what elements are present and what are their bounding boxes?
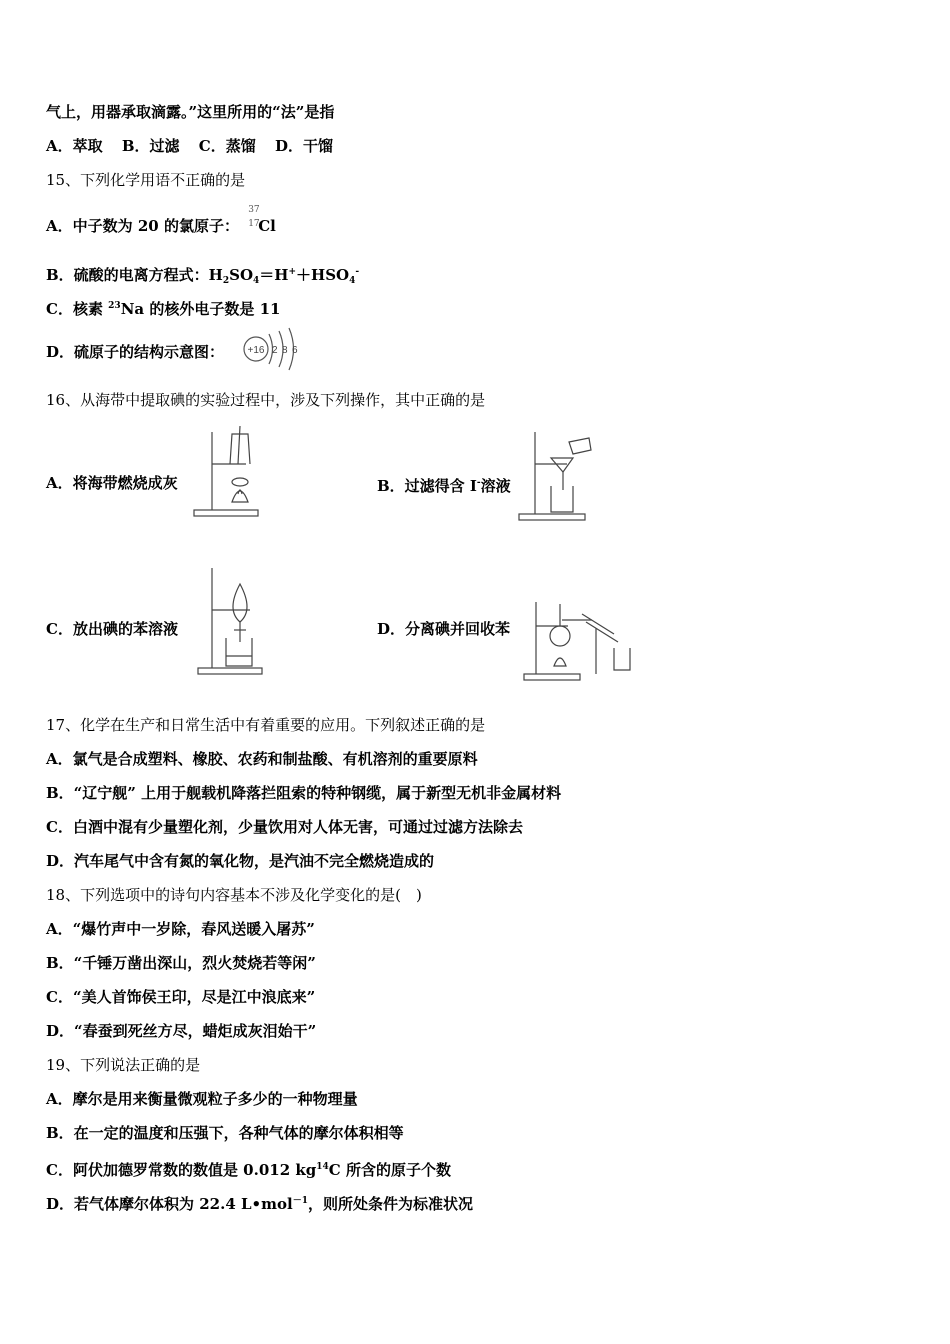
distillation-apparatus-image	[522, 598, 636, 682]
q19-option-d[interactable]	[46, 1191, 473, 1214]
q18-option-d[interactable]: D．“春蚕到死丝方尽，蜡炬成灰泪始干”	[46, 1022, 317, 1040]
q18-stem-text: 下列选项中的诗句内容基本不涉及化学变化的是( )	[80, 886, 422, 904]
glass-rod	[238, 426, 240, 464]
q15-c-mass: 23	[108, 301, 121, 311]
q14-options	[46, 136, 333, 156]
q16-b-text: 溶液	[480, 477, 511, 495]
q15-b-sup: +	[288, 267, 297, 277]
filtration-apparatus-image	[517, 428, 593, 524]
receiving-beaker	[226, 638, 252, 666]
q15-b-sub: 4	[349, 276, 356, 286]
q19-stem-text: 下列说法正确的是	[80, 1056, 201, 1074]
stand-base	[524, 674, 580, 680]
q19-d-text: D．若气体摩尔体积为 22.4 L•mol	[46, 1195, 293, 1213]
q16-option-b[interactable]	[377, 473, 511, 496]
distilling-flask	[550, 626, 570, 646]
q15-c-text: C．核素	[46, 300, 109, 318]
alcohol-lamp	[554, 658, 566, 666]
q15-a-mass: 37	[248, 205, 260, 215]
q18-option-c[interactable]: C．“美人首饰侯王印，尽是江中浪底来”	[46, 988, 316, 1006]
q15-a-atomic-number: 17	[248, 219, 260, 229]
stand-base	[198, 668, 262, 674]
q14-option-b[interactable]: B．过滤	[121, 137, 180, 155]
alcohol-lamp	[232, 491, 248, 502]
q18-option-b[interactable]: B．“千锤万凿出深山，烈火焚烧若等闲”	[46, 954, 316, 972]
beaker	[230, 434, 250, 464]
q15-c-rest: Na 的核外电子数是 11	[120, 300, 281, 318]
q19-option-a[interactable]: A．摩尔是用来衡量微观粒子多少的一种物理量	[46, 1090, 358, 1108]
q15-a-text: A．中子数为 20 的氯原子：	[46, 217, 239, 235]
q17-stem	[46, 715, 485, 735]
q17-option-d[interactable]: D．汽车尾气中含有氮的氧化物，是汽油不完全燃烧造成的	[46, 852, 435, 870]
q17-number: 17、	[46, 716, 81, 734]
q16-number: 16、	[46, 391, 81, 409]
q19-d-text: ，则所处条件为标准状况	[307, 1195, 473, 1213]
q19-c-text: C．阿伏加德罗常数的数值是 0.012 kg	[46, 1161, 317, 1179]
q19-option-b[interactable]: B．在一定的温度和压强下，各种气体的摩尔体积相等	[46, 1124, 404, 1142]
sulfur-atom-diagram	[238, 326, 310, 372]
q15-b-so: SO	[229, 266, 254, 284]
q15-b-sub: 4	[253, 276, 260, 286]
q16-b-text: B．过滤得含 I	[377, 477, 477, 495]
q17-option-c[interactable]: C．白酒中混有少量塑化剂，少量饮用对人体无害，可通过过滤方法除去	[46, 818, 523, 836]
q15-stem-text: 下列化学用语不正确的是	[80, 171, 246, 189]
pouring-beaker	[569, 438, 591, 454]
stand-base	[519, 514, 585, 520]
receiving-flask	[614, 648, 630, 670]
q15-b-eq: ＝H	[259, 266, 289, 284]
condenser	[586, 622, 618, 642]
crucible	[232, 478, 248, 486]
stand-base	[194, 510, 258, 516]
q18-option-a[interactable]: A．“爆竹声中一岁除，春风送暖入屠苏”	[46, 920, 315, 938]
q16-option-c[interactable]: C．放出碘的苯溶液	[46, 620, 178, 638]
q15-option-a[interactable]	[46, 205, 276, 236]
q15-a-isotope	[244, 205, 260, 236]
q14-option-d[interactable]: D．干馏	[274, 137, 333, 155]
q15-number: 15、	[46, 171, 81, 189]
q17-stem-text: 化学在生产和日常生活中有着重要的应用。下列叙述正确的是	[80, 716, 486, 734]
q15-b-text: B．硫酸的电离方程式：H	[46, 266, 223, 284]
q14-option-a[interactable]: A．萃取	[46, 137, 103, 155]
q19-number: 19、	[46, 1056, 81, 1074]
q14-option-c[interactable]: C．蒸馏	[198, 137, 256, 155]
q15-stem	[46, 170, 245, 190]
q15-b-hso: ＋HSO	[296, 266, 350, 284]
q19-c-sup: 14	[316, 1162, 329, 1172]
funnel	[551, 458, 573, 472]
q16-b-sup: -	[476, 478, 481, 488]
q14-continuation: 气上，用器承取滴露。”这里所用的“法”是指	[46, 103, 335, 121]
q15-option-c[interactable]	[46, 296, 280, 319]
q19-d-sup: －1	[292, 1196, 308, 1206]
condenser	[582, 614, 614, 634]
q16-stem-text: 从海带中提取碘的实验过程中，涉及下列操作，其中正确的是	[80, 391, 486, 409]
q16-stem	[46, 390, 485, 410]
q16-option-d[interactable]: D．分离碘并回收苯	[377, 620, 511, 638]
q15-a-symbol: Cl	[258, 217, 276, 235]
separatory-funnel-image	[196, 566, 268, 678]
q16-option-a[interactable]: A．将海带燃烧成灰	[46, 474, 178, 492]
separatory-funnel	[233, 584, 247, 622]
q15-option-b[interactable]	[46, 262, 359, 291]
q19-option-c[interactable]	[46, 1157, 451, 1180]
shell-electrons: 2	[272, 345, 278, 356]
burning-apparatus-image	[192, 424, 264, 520]
q19-stem	[46, 1055, 200, 1075]
q15-b-sub: 2	[222, 276, 230, 286]
shell-electrons: 8	[282, 345, 288, 356]
q15-d-text: D．硫原子的结构示意图：	[46, 343, 225, 361]
q18-stem	[46, 885, 422, 905]
q15-option-d[interactable]	[46, 342, 224, 362]
q17-option-b[interactable]: B．“辽宁舰” 上用于舰载机降落拦阻索的特种钢缆，属于新型无机非金属材料	[46, 784, 562, 802]
q17-option-a[interactable]: A．氯气是合成塑料、橡胶、农药和制盐酸、有机溶剂的重要原料	[46, 750, 478, 768]
q15-b-sup: -	[355, 267, 360, 277]
q18-number: 18、	[46, 886, 81, 904]
receiving-beaker	[551, 486, 573, 512]
shell-electrons: 6	[292, 345, 298, 356]
q19-c-text: C 所含的原子个数	[328, 1161, 451, 1179]
nucleus-charge: +16	[247, 345, 265, 356]
